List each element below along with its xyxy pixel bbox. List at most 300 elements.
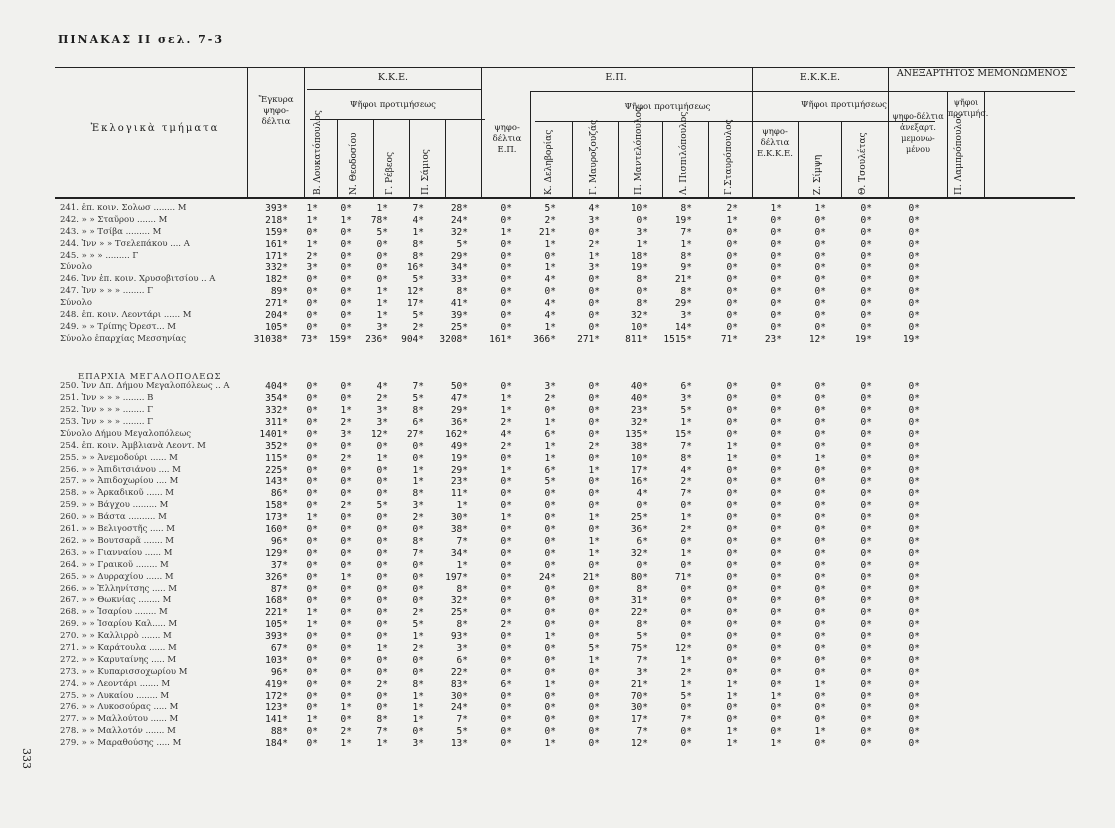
cell-value: 13*	[450, 738, 468, 750]
cell-value: 0*	[588, 321, 600, 333]
cell-value: 0*	[588, 405, 600, 417]
cell-value: 6*	[544, 464, 556, 476]
cell-value: 0*	[500, 702, 512, 714]
cell-value: 0*	[770, 571, 782, 583]
cell-value: 0*	[340, 238, 352, 250]
cell-value: 31*	[630, 595, 648, 607]
cell-value: 19*	[630, 262, 648, 274]
row-label: 245. » » » ......... Γ	[60, 250, 139, 261]
cell-value: 30*	[450, 512, 468, 524]
cell-value: 0*	[726, 238, 738, 250]
cell-value: 1*	[500, 393, 512, 405]
cell-value: 32*	[630, 417, 648, 429]
cell-value: 0*	[770, 547, 782, 559]
cell-value: 0*	[770, 214, 782, 226]
table-row	[0, 691, 1115, 703]
cell-value: 0*	[636, 559, 648, 571]
cell-value: 0*	[908, 405, 920, 417]
row-label: 278. » » Μαλλοτόν ....... Μ	[60, 726, 176, 737]
cell-value: 2*	[680, 476, 692, 488]
cell-value: 404*	[265, 381, 288, 393]
cell-value: 161*	[489, 333, 512, 345]
header-valid-ballots: Ἔγκυρα ψηφο-δέλτια	[258, 95, 294, 127]
row-label: 264. » » Γραικοῦ ........ Μ	[60, 559, 169, 570]
cell-value: 159*	[265, 226, 288, 238]
cell-value: 16*	[630, 476, 648, 488]
cell-value: 0*	[770, 702, 782, 714]
cell-value: 1*	[376, 310, 388, 322]
table-row	[0, 631, 1115, 643]
row-label: 256. » » Ἀπιδιτσιάνου .... Μ	[60, 464, 181, 475]
cell-value: 5*	[412, 619, 424, 631]
cell-value: 0*	[860, 381, 872, 393]
cell-value: 393*	[265, 631, 288, 643]
cell-value: 0*	[500, 381, 512, 393]
cell-value: 70*	[630, 690, 648, 702]
cell-value: 2*	[412, 642, 424, 654]
cell-value: 8*	[412, 678, 424, 690]
cell-value: 2*	[412, 607, 424, 619]
cell-value: 0*	[500, 535, 512, 547]
row-label: 275. » » Λυκαίου ........ Μ	[60, 690, 170, 701]
cell-value: 311*	[265, 417, 288, 429]
cell-value: 0*	[814, 595, 826, 607]
cell-value: 0*	[588, 595, 600, 607]
row-label: 273. » » Κυπαρισσοχωρίου Μ	[60, 666, 188, 677]
cell-value: 96*	[270, 535, 288, 547]
header-ep: Ε.Π.	[605, 72, 627, 83]
cell-value: 40*	[630, 381, 648, 393]
cell-value: 1*	[376, 452, 388, 464]
cell-value: 0*	[376, 547, 388, 559]
cell-value: 0*	[770, 654, 782, 666]
cell-value: 0*	[340, 310, 352, 322]
table-row	[0, 274, 1115, 286]
cell-value: 0*	[814, 321, 826, 333]
cell-value: 0*	[306, 726, 318, 738]
cell-value: 0*	[588, 583, 600, 595]
cell-value: 19*	[854, 333, 872, 345]
cell-value: 0*	[412, 583, 424, 595]
cell-value: 0*	[908, 440, 920, 452]
cell-value: 4*	[680, 464, 692, 476]
cell-value: 3*	[376, 321, 388, 333]
cell-value: 0*	[814, 310, 826, 322]
cell-value: 0*	[726, 393, 738, 405]
cell-value: 0*	[340, 583, 352, 595]
header-kke: Κ.Κ.Ε.	[377, 72, 409, 83]
cell-value: 0*	[814, 214, 826, 226]
table-row	[0, 227, 1115, 239]
cell-value: 14*	[674, 321, 692, 333]
cell-value: 49*	[450, 440, 468, 452]
cell-value: 0*	[770, 440, 782, 452]
cell-value: 0*	[588, 393, 600, 405]
cell-value: 0*	[340, 286, 352, 298]
cell-value: 0*	[770, 393, 782, 405]
cell-value: 0*	[500, 571, 512, 583]
cell-value: 0*	[726, 512, 738, 524]
cell-value: 0*	[636, 500, 648, 512]
cell-value: 0*	[770, 714, 782, 726]
cell-value: 0*	[726, 464, 738, 476]
row-label: Σύνολο	[60, 298, 92, 309]
cell-value: 0*	[500, 583, 512, 595]
cell-value: 41*	[450, 298, 468, 310]
cell-value: 0*	[814, 226, 826, 238]
cell-value: 0*	[306, 559, 318, 571]
cell-value: 0*	[376, 250, 388, 262]
cell-value: 0*	[908, 274, 920, 286]
cell-value: 0*	[306, 488, 318, 500]
cell-value: 2*	[376, 393, 388, 405]
cell-value: 5*	[588, 642, 600, 654]
cell-value: 0*	[860, 238, 872, 250]
cell-value: 182*	[265, 274, 288, 286]
cell-value: 0*	[680, 595, 692, 607]
cell-value: 0*	[860, 226, 872, 238]
cell-value: 32*	[450, 595, 468, 607]
cell-value: 0*	[814, 535, 826, 547]
cell-value: 1*	[500, 226, 512, 238]
cell-value: 0*	[908, 464, 920, 476]
row-label: 254. ἐπ. κοιν. Ἀμβλιανὰ Λεοντ. Μ	[60, 440, 206, 451]
cell-value: 123*	[265, 702, 288, 714]
cell-value: 10*	[630, 452, 648, 464]
cell-value: 0*	[376, 619, 388, 631]
cell-value: 25*	[450, 607, 468, 619]
cell-value: 0*	[860, 464, 872, 476]
table-row	[0, 679, 1115, 691]
cell-value: 2*	[544, 393, 556, 405]
cell-value: 0*	[544, 535, 556, 547]
cell-value: 7*	[412, 203, 424, 214]
cell-value: 354*	[265, 393, 288, 405]
cell-value: 0*	[860, 714, 872, 726]
cell-value: 1*	[340, 738, 352, 750]
row-label: 279. » » Μαραθούσης ..... Μ	[60, 738, 182, 749]
cell-value: 1*	[726, 678, 738, 690]
cell-value: 0*	[770, 298, 782, 310]
cell-value: 0*	[306, 631, 318, 643]
cell-value: 162*	[445, 428, 468, 440]
cell-value: 8*	[680, 286, 692, 298]
cell-value: 19*	[902, 333, 920, 345]
cell-value: 0*	[544, 654, 556, 666]
cell-value: 0*	[544, 702, 556, 714]
cell-value: 0*	[306, 428, 318, 440]
cell-value: 1*	[340, 702, 352, 714]
cell-value: 0*	[908, 631, 920, 643]
cell-value: 8*	[636, 298, 648, 310]
cell-value: 0*	[726, 274, 738, 286]
cell-value: 25*	[630, 512, 648, 524]
table-row	[0, 298, 1115, 310]
cell-value: 0*	[814, 464, 826, 476]
cell-value: 0*	[814, 500, 826, 512]
cell-value: 0*	[588, 381, 600, 393]
candidate-ekke-2: Θ. Τσουλέτας	[858, 132, 868, 195]
table-row	[0, 393, 1115, 405]
cell-value: 0*	[770, 452, 782, 464]
cell-value: 0*	[770, 524, 782, 536]
cell-value: 0*	[860, 274, 872, 286]
cell-value: 5*	[376, 500, 388, 512]
table-row	[0, 262, 1115, 274]
cell-value: 71*	[720, 333, 738, 345]
cell-value: 0*	[340, 476, 352, 488]
cell-value: 1*	[588, 512, 600, 524]
cell-value: 12*	[370, 428, 388, 440]
cell-value: 0*	[908, 595, 920, 607]
cell-value: 0*	[908, 642, 920, 654]
cell-value: 7*	[412, 547, 424, 559]
cell-value: 0*	[860, 452, 872, 464]
cell-value: 0*	[340, 631, 352, 643]
cell-value: 0*	[908, 262, 920, 274]
cell-value: 0*	[726, 262, 738, 274]
cell-value: 0*	[860, 524, 872, 536]
cell-value: 0*	[306, 286, 318, 298]
cell-value: 0*	[860, 405, 872, 417]
cell-value: 2*	[340, 452, 352, 464]
cell-value: 8*	[680, 452, 692, 464]
cell-value: 0*	[340, 678, 352, 690]
cell-value: 36*	[450, 417, 468, 429]
cell-value: 0*	[340, 690, 352, 702]
cell-value: 1*	[680, 512, 692, 524]
cell-value: 9*	[680, 262, 692, 274]
cell-value: 8*	[376, 714, 388, 726]
cell-value: 0*	[340, 535, 352, 547]
cell-value: 0*	[340, 298, 352, 310]
row-label: 269. » » Ἰσαρίου Καλ..... Μ	[60, 619, 178, 630]
cell-value: 8*	[456, 286, 468, 298]
cell-value: 1*	[544, 440, 556, 452]
cell-value: 0*	[770, 583, 782, 595]
cell-value: 0*	[500, 690, 512, 702]
cell-value: 0*	[770, 666, 782, 678]
cell-value: 5*	[544, 203, 556, 214]
cell-value: 0*	[306, 226, 318, 238]
table-row	[0, 453, 1115, 465]
cell-value: 2*	[588, 440, 600, 452]
page-number: 333	[20, 748, 33, 769]
cell-value: 40*	[630, 393, 648, 405]
cell-value: 71*	[674, 571, 692, 583]
table-row	[0, 465, 1115, 477]
cell-value: 21*	[674, 274, 692, 286]
cell-value: 0*	[376, 607, 388, 619]
cell-value: 8*	[680, 250, 692, 262]
cell-value: 904*	[401, 333, 424, 345]
cell-value: 0*	[814, 250, 826, 262]
cell-value: 0*	[726, 476, 738, 488]
cell-value: 24*	[450, 214, 468, 226]
cell-value: 0*	[726, 535, 738, 547]
cell-value: 0*	[306, 571, 318, 583]
cell-value: 0*	[306, 690, 318, 702]
cell-value: 2*	[680, 524, 692, 536]
cell-value: 811*	[625, 333, 648, 345]
cell-value: 1*	[412, 702, 424, 714]
cell-value: 0*	[860, 654, 872, 666]
cell-value: 0*	[860, 666, 872, 678]
cell-value: 5*	[456, 238, 468, 250]
cell-value: 3*	[412, 738, 424, 750]
cell-value: 7*	[636, 654, 648, 666]
cell-value: 1*	[726, 690, 738, 702]
cell-value: 0*	[588, 310, 600, 322]
cell-value: 1*	[814, 678, 826, 690]
cell-value: 1*	[680, 417, 692, 429]
cell-value: 8*	[412, 488, 424, 500]
cell-value: 0*	[544, 524, 556, 536]
cell-value: 0*	[908, 512, 920, 524]
row-label: 241. ἐπ. κοιν. Σολωσ ........ Μ	[60, 203, 187, 213]
cell-value: 0*	[306, 452, 318, 464]
candidate-ep-1: Κ. Δεληβορίας	[544, 129, 554, 195]
cell-value: 0*	[588, 488, 600, 500]
header-ep-pref: Ψῆφοι προτιμήσεως	[624, 102, 711, 112]
cell-value: 2*	[306, 250, 318, 262]
cell-value: 0*	[412, 524, 424, 536]
cell-value: 0*	[340, 524, 352, 536]
cell-value: 1*	[726, 738, 738, 750]
cell-value: 173*	[265, 512, 288, 524]
cell-value: 0*	[340, 262, 352, 274]
cell-value: 38*	[630, 440, 648, 452]
cell-value: 11*	[450, 488, 468, 500]
cell-value: 10*	[630, 203, 648, 214]
row-label: 251. Ἰνν » » » ........ Β	[60, 393, 154, 404]
row-label: 272. » » Καρυταίνης ..... Μ	[60, 654, 177, 665]
cell-value: 0*	[908, 702, 920, 714]
cell-value: 2*	[500, 440, 512, 452]
candidate-ep-5: Γ.Σταυρόπουλος	[724, 119, 734, 195]
table-row	[0, 655, 1115, 667]
cell-value: 0*	[376, 702, 388, 714]
cell-value: 3*	[306, 262, 318, 274]
cell-value: 0*	[770, 488, 782, 500]
cell-value: 0*	[544, 547, 556, 559]
cell-value: 236*	[365, 333, 388, 345]
cell-value: 1*	[376, 203, 388, 214]
cell-value: 4*	[500, 428, 512, 440]
cell-value: 0*	[306, 393, 318, 405]
table-row	[0, 203, 1115, 215]
cell-value: 1*	[770, 738, 782, 750]
cell-value: 0*	[770, 381, 782, 393]
cell-value: 88*	[270, 726, 288, 738]
cell-value: 1*	[306, 512, 318, 524]
cell-value: 0*	[860, 488, 872, 500]
cell-value: 0*	[412, 726, 424, 738]
row-label: 252. Ἰνν » » » ........ Γ	[60, 405, 154, 416]
cell-value: 0*	[908, 500, 920, 512]
cell-value: 0*	[908, 381, 920, 393]
cell-value: 1*	[306, 203, 318, 214]
cell-value: 0*	[376, 583, 388, 595]
cell-value: 0*	[376, 524, 388, 536]
row-label: 255. » » Ἀνεμοδούρι ...... Μ	[60, 452, 178, 463]
cell-value: 0*	[376, 464, 388, 476]
row-label: Σύνολο ἐπαρχίας Μεσσηνίας	[60, 333, 187, 344]
cell-value: 0*	[376, 631, 388, 643]
candidate-indep: Π. Λαμπρόπουλος	[954, 113, 964, 195]
cell-value: 103*	[265, 654, 288, 666]
cell-value: 0*	[908, 607, 920, 619]
cell-value: 2*	[412, 321, 424, 333]
cell-value: 0*	[500, 559, 512, 571]
cell-value: 105*	[265, 619, 288, 631]
cell-value: 0*	[908, 654, 920, 666]
cell-value: 0*	[860, 559, 872, 571]
header-bottom-rule	[55, 197, 1075, 199]
cell-value: 1*	[544, 452, 556, 464]
cell-value: 0*	[412, 559, 424, 571]
cell-value: 3*	[680, 310, 692, 322]
cell-value: 0*	[500, 524, 512, 536]
cell-value: 0*	[908, 214, 920, 226]
header-ekke-ballots: ψηφο-δέλτια Ε.Κ.Κ.Ε.	[757, 127, 793, 159]
cell-value: 0*	[770, 226, 782, 238]
cell-value: 0*	[340, 607, 352, 619]
cell-value: 0*	[340, 666, 352, 678]
cell-value: 0*	[544, 286, 556, 298]
cell-value: 0*	[340, 714, 352, 726]
cell-value: 1*	[306, 214, 318, 226]
page-title: ΠΙΝΑΚΑΣ ΙΙ σελ. 7-3	[58, 33, 224, 46]
cell-value: 1*	[456, 500, 468, 512]
cell-value: 0*	[500, 500, 512, 512]
candidate-ep-4: Λ. Πισπιλόπουλος	[679, 111, 689, 195]
cell-value: 1*	[500, 512, 512, 524]
cell-value: 0*	[500, 274, 512, 286]
row-label: 246. Ἰνν ἐπ. κοιν. Χρυσοβιτσίου .. Α	[60, 274, 216, 285]
cell-value: 0*	[588, 286, 600, 298]
cell-value: 4*	[588, 203, 600, 214]
cell-value: 3*	[376, 417, 388, 429]
cell-value: 2*	[340, 726, 352, 738]
cell-value: 0*	[306, 547, 318, 559]
cell-value: 1*	[340, 571, 352, 583]
cell-value: 1*	[588, 250, 600, 262]
cell-value: 8*	[636, 274, 648, 286]
cell-value: 1*	[412, 631, 424, 643]
table-row	[0, 322, 1115, 334]
cell-value: 0*	[500, 666, 512, 678]
cell-value: 0*	[340, 464, 352, 476]
cell-value: 0*	[860, 738, 872, 750]
cell-value: 1*	[726, 452, 738, 464]
cell-value: 0*	[726, 619, 738, 631]
cell-value: 73*	[300, 333, 318, 345]
cell-value: 0*	[726, 428, 738, 440]
cell-value: 0*	[588, 476, 600, 488]
table-row	[0, 572, 1115, 584]
cell-value: 0*	[306, 535, 318, 547]
cell-value: 0*	[860, 512, 872, 524]
cell-value: 5*	[680, 405, 692, 417]
cell-value: 19*	[450, 452, 468, 464]
cell-value: 129*	[265, 547, 288, 559]
cell-value: 0*	[306, 476, 318, 488]
cell-value: 1*	[726, 440, 738, 452]
cell-value: 1*	[680, 238, 692, 250]
cell-value: 0*	[726, 702, 738, 714]
cell-value: 0*	[680, 619, 692, 631]
